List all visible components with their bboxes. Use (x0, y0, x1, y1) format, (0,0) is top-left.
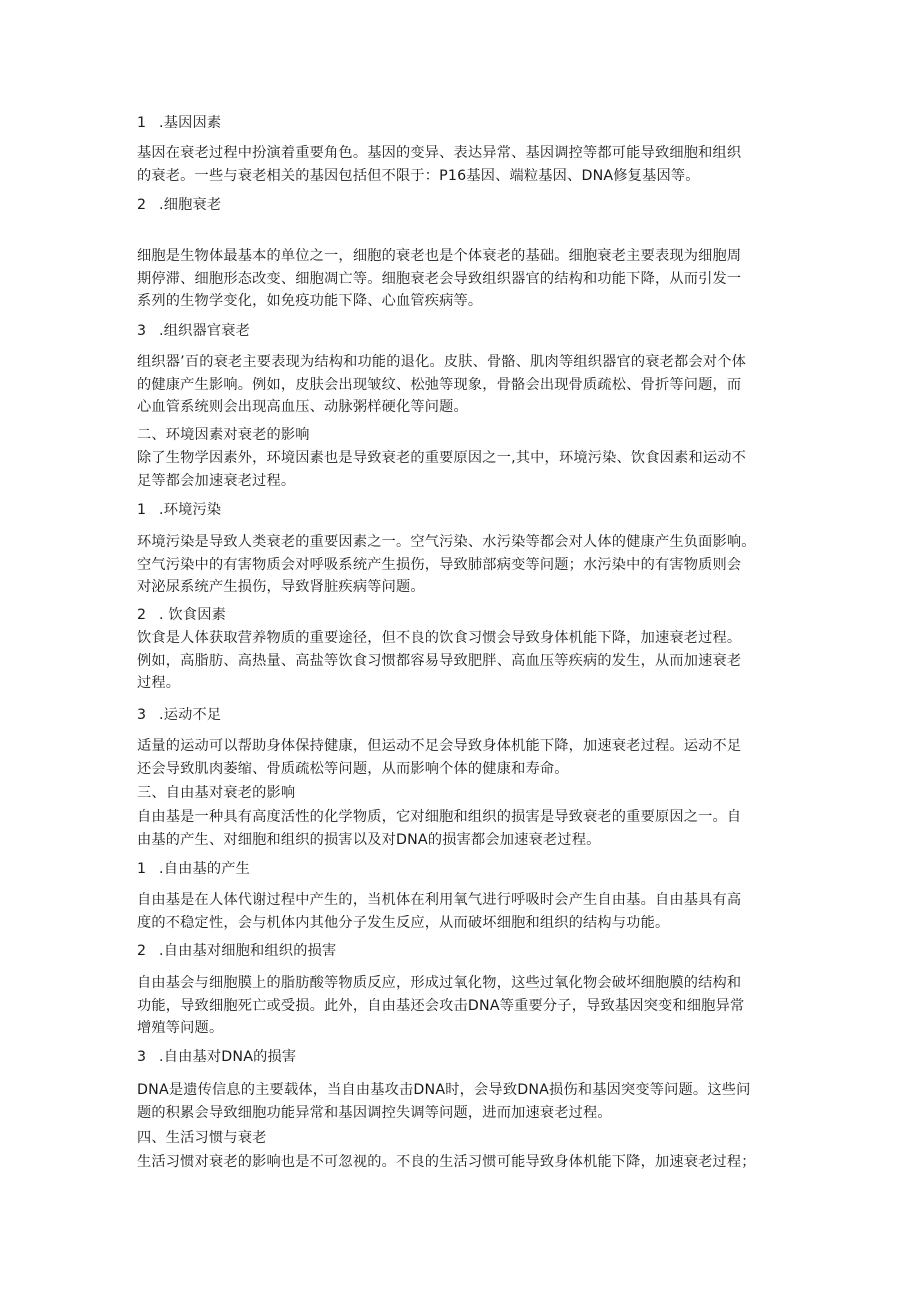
section-heading-pollution (137, 499, 797, 522)
section-number: 3 (137, 707, 147, 723)
text-line: 除了生物学因素外，环境因素也是导致衰老的重要原因之一,其中，环境污染、饮食因素和运动不 (137, 450, 746, 466)
text-line: 期停滞、细胞形态改变、细胞凋亡等。细胞衰老会导致组织器官的结构和功能下降，从而引发一 (137, 270, 742, 287)
text-line: 组织器’百的衰老主要表现为结构和功能的退化。皮肤、骨骼、肌肉等组织器官的衰老都会对个体 (137, 354, 746, 370)
section-title: .自由基的产生 (159, 861, 251, 877)
paragraph-pollution (137, 531, 797, 599)
section-title: .组织器官衰老 (159, 323, 251, 339)
section-title: .细胞衰老 (159, 197, 222, 213)
paragraph-organ-aging (137, 351, 797, 419)
section-number: 2 (137, 943, 147, 959)
section-heading-diet (137, 604, 797, 627)
text-line: DNA是遗传信息的主要载体，当自由基攻击DNA时，会导致DNA损伤和基因突变等问题。这些问 (137, 1082, 751, 1098)
paragraph-radical-production (137, 889, 797, 934)
section-heading-dna-damage (137, 1046, 797, 1069)
chapter-title: 三、自由基对衰老的影响 (137, 785, 296, 801)
paragraph-diet (137, 627, 797, 695)
text-line: 自由基会与细胞膜上的脂肪酸等物质反应，形成过氧化物，这些过氧化物会破坏细胞膜的结构和 (137, 975, 742, 991)
section-title: . 饮食因素 (159, 607, 226, 623)
section-number: 2 (137, 607, 147, 623)
text-line: 的衰老。一些与衰老相关的基因包括但不限于：P16基因、端粒基因、DNA修复基因等。 (137, 167, 700, 184)
section-number: 1 (137, 502, 147, 518)
chapter-heading-lifestyle (137, 1127, 797, 1150)
section-heading-organ-aging (137, 320, 797, 343)
chapter-title: 二、环境因素对衰老的影响 (137, 427, 310, 443)
chapter-heading-free-radicals (137, 782, 797, 805)
paragraph-free-radicals (137, 806, 797, 851)
text-line: 生活习惯对衰老的影响也是不可忽视的。不良的生活习惯可能导致身体机能下降，加速衰老过程； (137, 1154, 756, 1170)
paragraph-radical-damage (137, 972, 797, 1040)
section-number: 1 (137, 861, 147, 877)
text-line: 环境污染是导致人类衰老的重要因素之一。空气污染、水污染等都会对人体的健康产生负面影响。 (137, 534, 756, 550)
text-line: 饮食是人体获取营养物质的重要途径，但不良的饮食习惯会导致身体机能下降，加速衰老过程。 (137, 630, 742, 646)
paragraph-genetic (137, 142, 797, 187)
section-title: .自由基对DNA的损害 (159, 1049, 297, 1065)
text-line: 自由基是一种具有高度活性的化学物质，它对细胞和组织的损害是导致衰老的重要原因之一。自 (137, 809, 742, 825)
paragraph-cell-aging (137, 245, 797, 313)
text-line: 由基的产生、对细胞和组织的损害以及对DNA的损害都会加速衰老过程。 (137, 831, 601, 848)
text-line: 例如，高脂肪、高热量、高盐等饮食习惯都容易导致肥胖、高血压等疾病的发生，从而加速衰老 (137, 652, 742, 669)
text-line: 基因在衰老过程中扮演着重要角色。基因的变异、表达异常、基因调控等都可能导致细胞和组织 (137, 145, 742, 161)
text-line: 系列的生物学变化，如免疫功能下降、心血管疾病等。 (137, 293, 483, 309)
section-title: .环境污染 (159, 502, 222, 518)
text-line: 自由基是在人体代谢过程中产生的，当机体在利用氧气进行呼吸时会产生自由基。自由基具有高 (137, 892, 742, 908)
text-line: 心血管系统则会出现高血压、动脉粥样硬化等问题。 (137, 399, 468, 415)
text-line: 还会导致肌肉萎缩、骨质疏松等问题，从而影响个体的健康和寿命。 (137, 760, 569, 777)
text-line: 的健康产生影响。例如，皮肤会出现皱纹、松弛等现象，骨骼会出现骨质疏松、骨折等问题，而 (137, 376, 742, 393)
text-line: 细胞是生物体最基本的单位之一，细胞的衰老也是个体衰老的基础。细胞衰老主要表现为细胞周 (137, 248, 742, 264)
text-line: 过程。 (137, 675, 181, 691)
section-title: .基因因素 (159, 115, 222, 131)
section-number: 1 (137, 115, 147, 131)
text-line: 足等都会加速衰老过程。 (137, 472, 296, 489)
section-heading-genetic (137, 112, 797, 135)
text-line: 对泌尿系统产生损伤，导致肾脏疾病等问题。 (137, 579, 425, 595)
section-title: .自由基对细胞和组织的损害 (159, 943, 337, 959)
chapter-heading-environment (137, 424, 797, 447)
text-line: 功能，导致细胞死亡或受损。此外，自由基还会攻击DNA等重要分子，导致基因突变和细胞异常 (137, 997, 745, 1014)
text-line: 适量的运动可以帮助身体保持健康，但运动不足会导致身体机能下降，加速衰老过程。运动不足 (137, 738, 742, 754)
text-line: 增殖等问题。 (137, 1020, 224, 1036)
section-number: 3 (137, 323, 147, 339)
chapter-title: 四、生活习惯与衰老 (137, 1130, 267, 1146)
section-heading-cell-aging (137, 194, 797, 217)
section-heading-radical-production (137, 858, 797, 881)
section-title: .运动不足 (159, 707, 222, 723)
paragraph-exercise (137, 735, 797, 780)
paragraph-dna-damage (137, 1079, 797, 1124)
section-heading-exercise (137, 704, 797, 727)
section-heading-radical-damage (137, 940, 797, 963)
text-line: 空气污染中的有害物质会对呼吸系统产生损伤，导致肺部病变等问题；水污染中的有害物质则会 (137, 556, 742, 573)
section-number: 2 (137, 197, 147, 213)
paragraph-environment (137, 447, 797, 492)
section-number: 3 (137, 1049, 147, 1065)
text-line: 度的不稳定性，会与机体内其他分子发生反应，从而破坏细胞和组织的结构与功能。 (137, 914, 670, 931)
text-line: 题的积累会导致细胞功能异常和基因调控失调等问题，进而加速衰老过程。 (137, 1104, 612, 1121)
paragraph-lifestyle (137, 1151, 797, 1174)
